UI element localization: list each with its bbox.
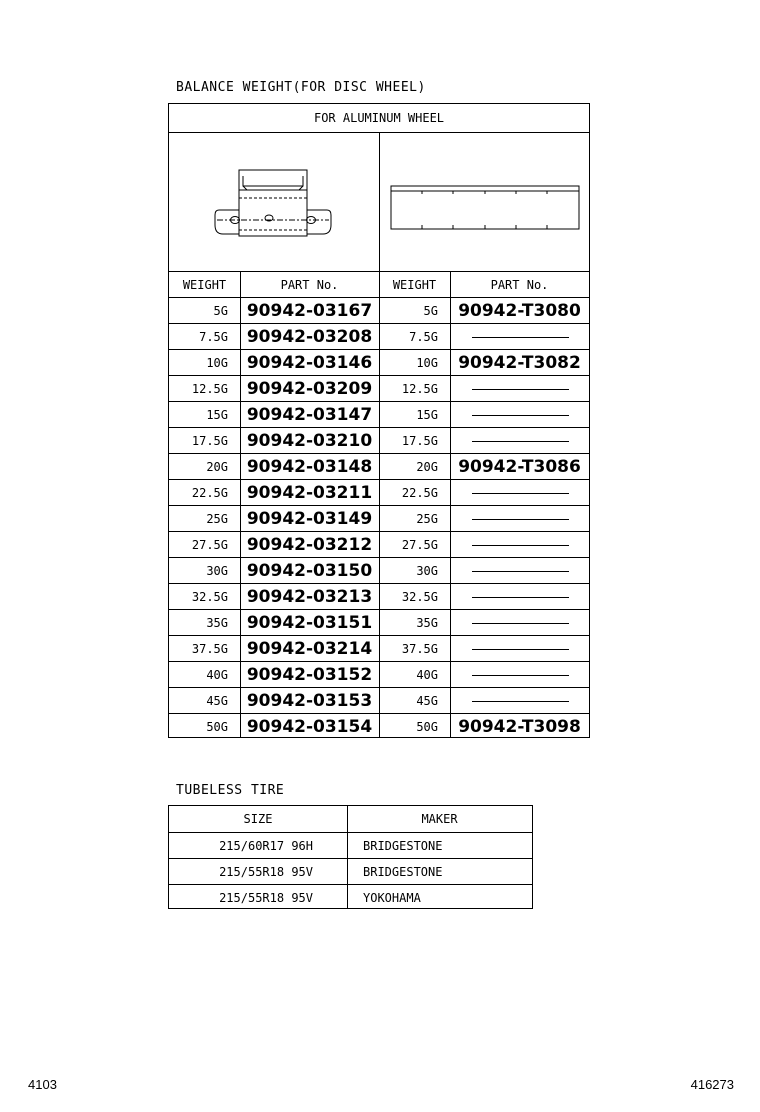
weight-right: 50G [416,720,438,734]
part-no-right: 90942-T3080 [458,301,581,321]
weight-left: 27.5G [191,538,228,552]
no-part-dash [472,701,569,702]
weight-right: 25G [416,512,438,526]
part-no-left: 90942-03150 [246,561,373,581]
weight-left: 32.5G [191,590,228,604]
weight-left: 12.5G [191,382,228,396]
header-weight-left: WEIGHT [182,278,227,292]
weight-left: 7.5G [199,330,228,344]
part-no-right: 90942-T3098 [458,717,581,737]
weight-left: 50G [206,720,228,734]
no-part-dash [472,493,569,494]
tire-size: 215/55R18 95V [219,891,313,905]
weight-right: 12.5G [401,382,438,396]
weight-right: 32.5G [401,590,438,604]
weight-left: 20G [206,460,228,474]
part-no-left: 90942-03212 [246,535,373,555]
no-part-dash [472,675,569,676]
part-no-left: 90942-03148 [246,457,373,477]
header-size: SIZE [243,812,273,826]
tire-maker: YOKOHAMA [363,891,421,905]
weight-left: 40G [206,668,228,682]
weight-right: 37.5G [401,642,438,656]
part-no-left: 90942-03152 [246,665,373,685]
tire-size: 215/60R17 96H [219,839,313,853]
weight-right: 5G [423,304,438,318]
weight-left: 37.5G [191,642,228,656]
part-no-right: 90942-T3086 [458,457,581,477]
header-part-right: PART No. [490,278,549,292]
header-maker: MAKER [421,812,458,826]
weight-right: 30G [416,564,438,578]
weight-left: 17.5G [191,434,228,448]
part-no-left: 90942-03210 [246,431,373,451]
part-no-left: 90942-03167 [246,301,373,321]
header-weight-right: WEIGHT [392,278,437,292]
part-no-left: 90942-03213 [246,587,373,607]
weight-right: 17.5G [401,434,438,448]
no-part-dash [472,623,569,624]
part-no-left: 90942-03147 [246,405,373,425]
weight-left: 10G [206,356,228,370]
weight-left: 22.5G [191,486,228,500]
weight-right: 45G [416,694,438,708]
part-no-left: 90942-03149 [246,509,373,529]
balance-weight-caption: BALANCE WEIGHT(FOR DISC WHEEL) [176,80,426,95]
no-part-dash [472,649,569,650]
weight-right: 35G [416,616,438,630]
no-part-dash [472,597,569,598]
page-number-left: 4103 [28,1077,57,1092]
part-no-right: 90942-T3082 [458,353,581,373]
tubeless-tire-caption: TUBELESS TIRE [176,783,285,798]
weight-left: 30G [206,564,228,578]
part-no-left: 90942-03153 [246,691,373,711]
weight-left: 15G [206,408,228,422]
part-no-left: 90942-03209 [246,379,373,399]
part-no-left: 90942-03211 [246,483,373,503]
no-part-dash [472,415,569,416]
tubeless-tire-table [168,805,533,909]
clip-weight-illustration [213,168,338,244]
part-no-left: 90942-03154 [246,717,373,737]
page-number-right: 416273 [690,1077,734,1092]
part-no-left: 90942-03214 [246,639,373,659]
no-part-dash [472,519,569,520]
weight-left: 35G [206,616,228,630]
no-part-dash [472,441,569,442]
part-no-left: 90942-03146 [246,353,373,373]
tire-maker: BRIDGESTONE [363,865,443,879]
no-part-dash [472,571,569,572]
weight-right: 40G [416,668,438,682]
no-part-dash [472,545,569,546]
tire-maker: BRIDGESTONE [363,839,443,853]
part-no-left: 90942-03151 [246,613,373,633]
weight-right: 20G [416,460,438,474]
weight-left: 45G [206,694,228,708]
balance-weight-table [168,103,590,738]
weight-right: 10G [416,356,438,370]
no-part-dash [472,337,569,338]
adhesive-weight-illustration [389,184,583,232]
no-part-dash [472,389,569,390]
weight-right: 7.5G [409,330,438,344]
weight-right: 22.5G [401,486,438,500]
part-no-left: 90942-03208 [246,327,373,347]
weight-left: 25G [206,512,228,526]
table-subtitle: FOR ALUMINUM WHEEL [313,111,445,125]
weight-right: 15G [416,408,438,422]
weight-right: 27.5G [401,538,438,552]
tire-size: 215/55R18 95V [219,865,313,879]
weight-left: 5G [213,304,228,318]
header-part-left: PART No. [280,278,339,292]
